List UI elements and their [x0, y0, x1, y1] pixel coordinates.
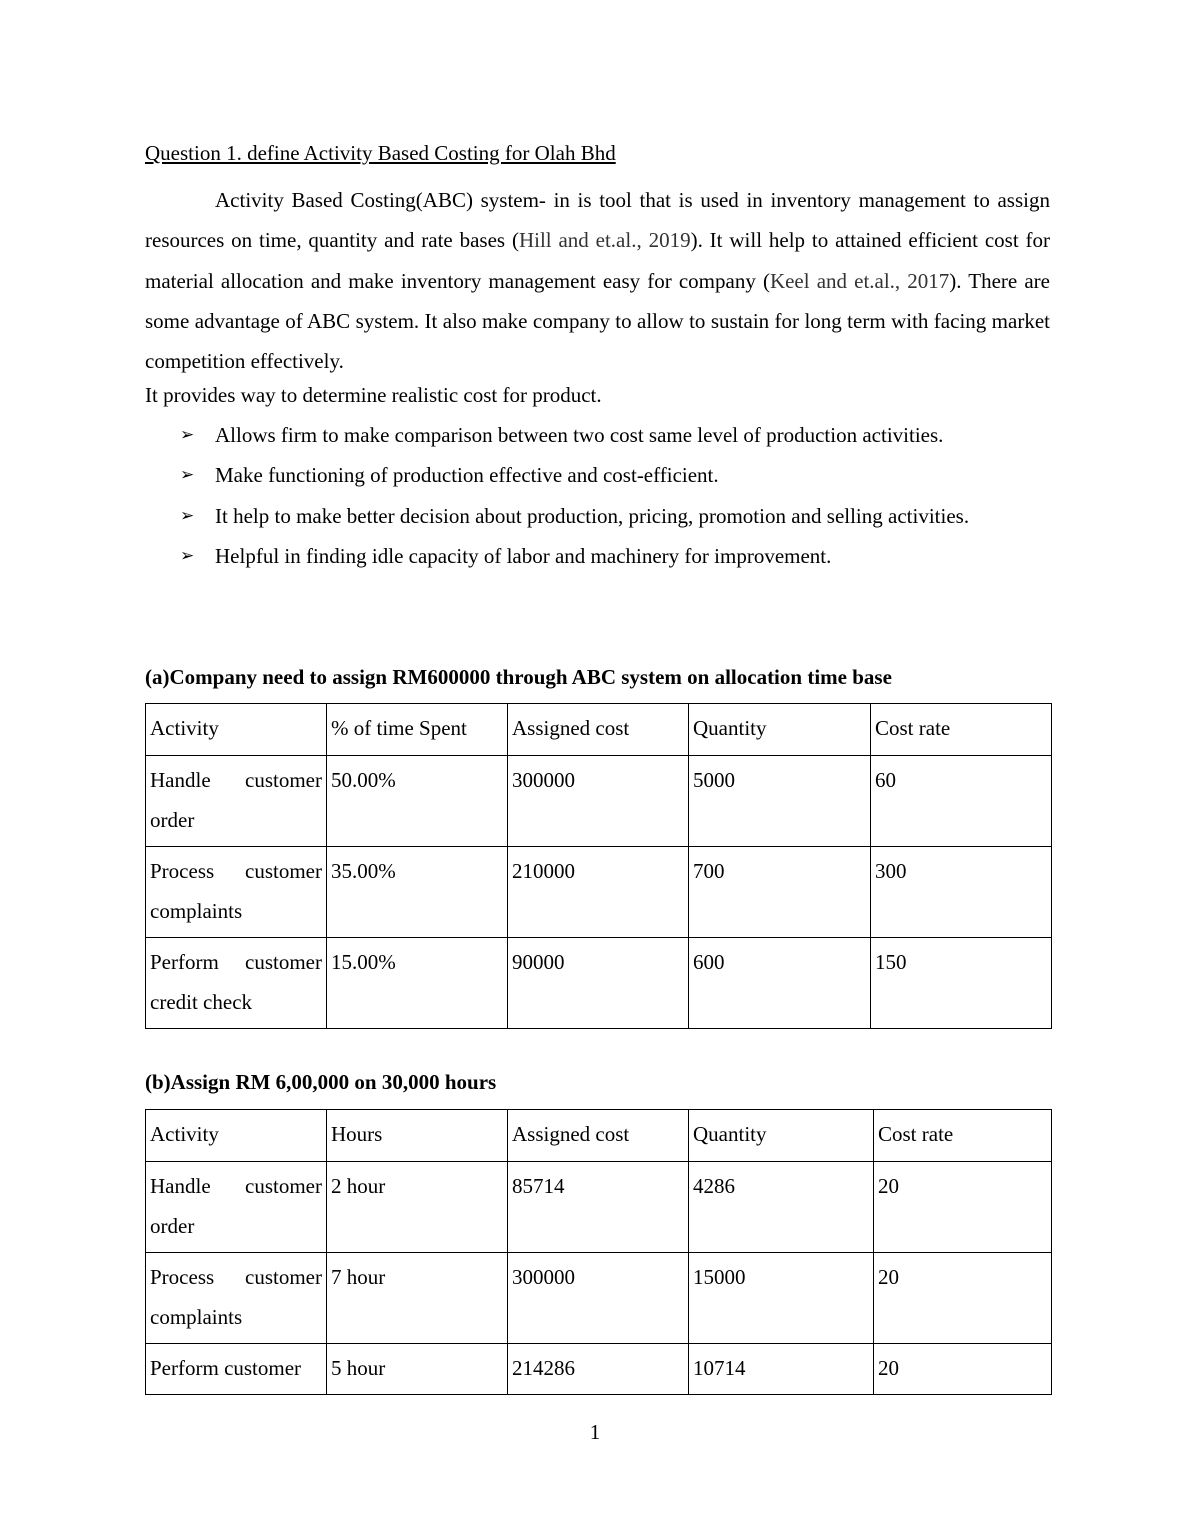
table-cell: 7 hour — [327, 1253, 508, 1344]
list-item-text: Make functioning of production effective and cost-efficient. — [215, 463, 719, 488]
list-item-text: Allows firm to make comparison between two cost same level of production activities. — [215, 423, 944, 447]
table-cell: Perform customer — [146, 1344, 327, 1395]
table-cell: 700 — [689, 847, 871, 938]
table-cell: Process customer complaints — [146, 847, 327, 938]
citation-hill[interactable]: Hill and et.al., 2019 — [518, 228, 691, 253]
table-cell: 20 — [874, 1344, 1052, 1395]
table-header-row — [146, 1110, 1052, 1162]
table-cell: 90000 — [508, 938, 689, 1029]
arrow-bullet-icon: ➢ — [180, 545, 195, 566]
intro-paragraph — [145, 180, 1050, 381]
table-cell: 300000 — [508, 756, 689, 847]
section-a-table — [145, 703, 1052, 1029]
column-header: Cost rate — [874, 1110, 1052, 1162]
table-row — [146, 847, 1052, 938]
table-cell: 15.00% — [327, 938, 508, 1029]
table-cell: 4286 — [689, 1162, 874, 1253]
column-header: Hours — [327, 1110, 508, 1162]
table-cell: 214286 — [508, 1344, 689, 1395]
table-cell: 2 hour — [327, 1162, 508, 1253]
table-cell: 35.00% — [327, 847, 508, 938]
arrow-bullet-icon: ➢ — [180, 505, 195, 526]
table-cell: 20 — [874, 1253, 1052, 1344]
table-cell: 5000 — [689, 756, 871, 847]
section-b-table — [145, 1109, 1052, 1395]
table-row — [146, 1344, 1052, 1395]
advantages-list — [145, 415, 1050, 576]
list-item-text: It help to make better decision about production, pricing, promotion and selling activities. — [215, 503, 970, 528]
table-row — [146, 756, 1052, 847]
table-cell: Perform customer credit check — [146, 938, 327, 1029]
citation-keel[interactable]: Keel and et.al., 2017 — [769, 268, 950, 293]
table-cell: 60 — [871, 756, 1052, 847]
list-item — [145, 455, 1050, 495]
table-cell: 10714 — [689, 1344, 874, 1395]
table-cell: 600 — [689, 938, 871, 1029]
column-header: Cost rate — [871, 704, 1052, 756]
section-b-heading: (b)Assign RM 6,00,000 on 30,000 hours — [145, 1070, 497, 1094]
column-header: Assigned cost — [508, 704, 689, 756]
column-header: Quantity — [689, 1110, 874, 1162]
column-header: Assigned cost — [508, 1110, 689, 1162]
intro-text-1: Activity Based Costing(ABC) system- in is tool that is used in inventory management to assign resources on time, quantity and rate bases ( — [145, 188, 1050, 253]
table-cell: 210000 — [508, 847, 689, 938]
arrow-bullet-icon: ➢ — [180, 465, 195, 486]
table-cell: Handle customer order — [146, 756, 327, 847]
list-item — [145, 415, 1050, 455]
list-item-text: Helpful in finding idle capacity of labor and machinery for improvement. — [215, 543, 832, 568]
table-cell: Process customer complaints — [146, 1253, 327, 1344]
table-row — [146, 938, 1052, 1029]
intro-text-3: ). There are some advantage of ABC system. It also make company to allow to sustain for long term with facing market competition effectively. — [145, 268, 1050, 374]
table-cell: 300000 — [508, 1253, 689, 1344]
table-cell: 15000 — [689, 1253, 874, 1344]
question-title: Question 1. define Activity Based Costing for Olah Bhd — [145, 141, 616, 165]
table-cell: 150 — [871, 938, 1052, 1029]
column-header: % of time Spent — [327, 704, 508, 756]
table-header-row — [146, 704, 1052, 756]
table-cell: Handle customer order — [146, 1162, 327, 1253]
table-cell: 20 — [874, 1162, 1052, 1253]
table-cell: 5 hour — [327, 1344, 508, 1395]
list-item — [145, 496, 1050, 536]
intro-text-2: ). It will help to attained efficient cost for material allocation and make inventory management easy for company ( — [145, 228, 1050, 293]
lead-line: It provides way to determine realistic cost for product. — [145, 383, 602, 407]
column-header: Activity — [146, 1110, 327, 1162]
table-row — [146, 1253, 1052, 1344]
arrow-bullet-icon: ➢ — [180, 425, 195, 445]
table-cell: 50.00% — [327, 756, 508, 847]
table-row — [146, 1162, 1052, 1253]
table-cell: 300 — [871, 847, 1052, 938]
column-header: Activity — [146, 704, 327, 756]
column-header: Quantity — [689, 704, 871, 756]
page-number: 1 — [589, 1420, 601, 1444]
table-cell: 85714 — [508, 1162, 689, 1253]
section-a-heading: (a)Company need to assign RM600000 through ABC system on allocation time base — [145, 665, 892, 689]
list-item — [145, 536, 1050, 576]
